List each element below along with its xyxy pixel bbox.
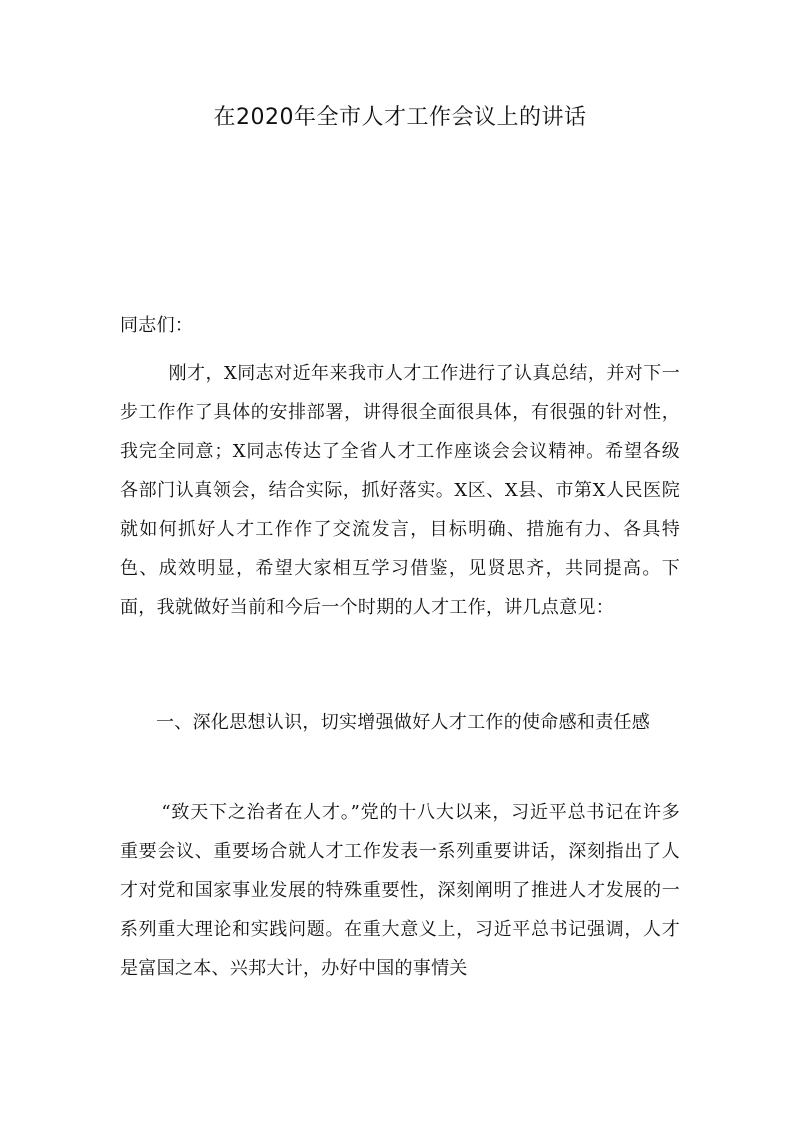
opening-paragraph: 刚才，X同志对近年来我市人才工作进行了认真总结，并对下一步工作作了具体的安排部署，讲得很全面很具体，有很强的针对性，我完全同意；X同志传达了全省人才工作座谈会会议精神。希望各级各部门认真领会，结合实际，抓好落实。X区、X县、市第X人民医院就如何抓好人才工作作了交流发言，目标明确、措施有力、各具特色、成效明显，希望大家相互学习借鉴，见贤思齐，共同提高。下面，我就做好当前和今后一个时期的人才工作，讲几点意见：: [120, 363, 680, 618]
section-paragraph: “致天下之治者在人才。”党的十八大以来，习近平总书记在许多重要会议、重要场合就人才工作发表一系列重要讲话，深刻指出了人才对党和国家事业发展的特殊重要性，深刻阐明了推进人才发展的一系列重大理论和实践问题。在重大意义上，习近平总书记强调，人才是富国之本、兴邦大计，办好中国的事情关: [120, 802, 680, 979]
section-heading: 一、深化思想认识，切实增强做好人才工作的使命感和责任感: [156, 712, 651, 733]
salutation: 同志们：: [120, 315, 194, 336]
document-title: 在2020年全市人才工作会议上的讲话: [213, 105, 587, 130]
